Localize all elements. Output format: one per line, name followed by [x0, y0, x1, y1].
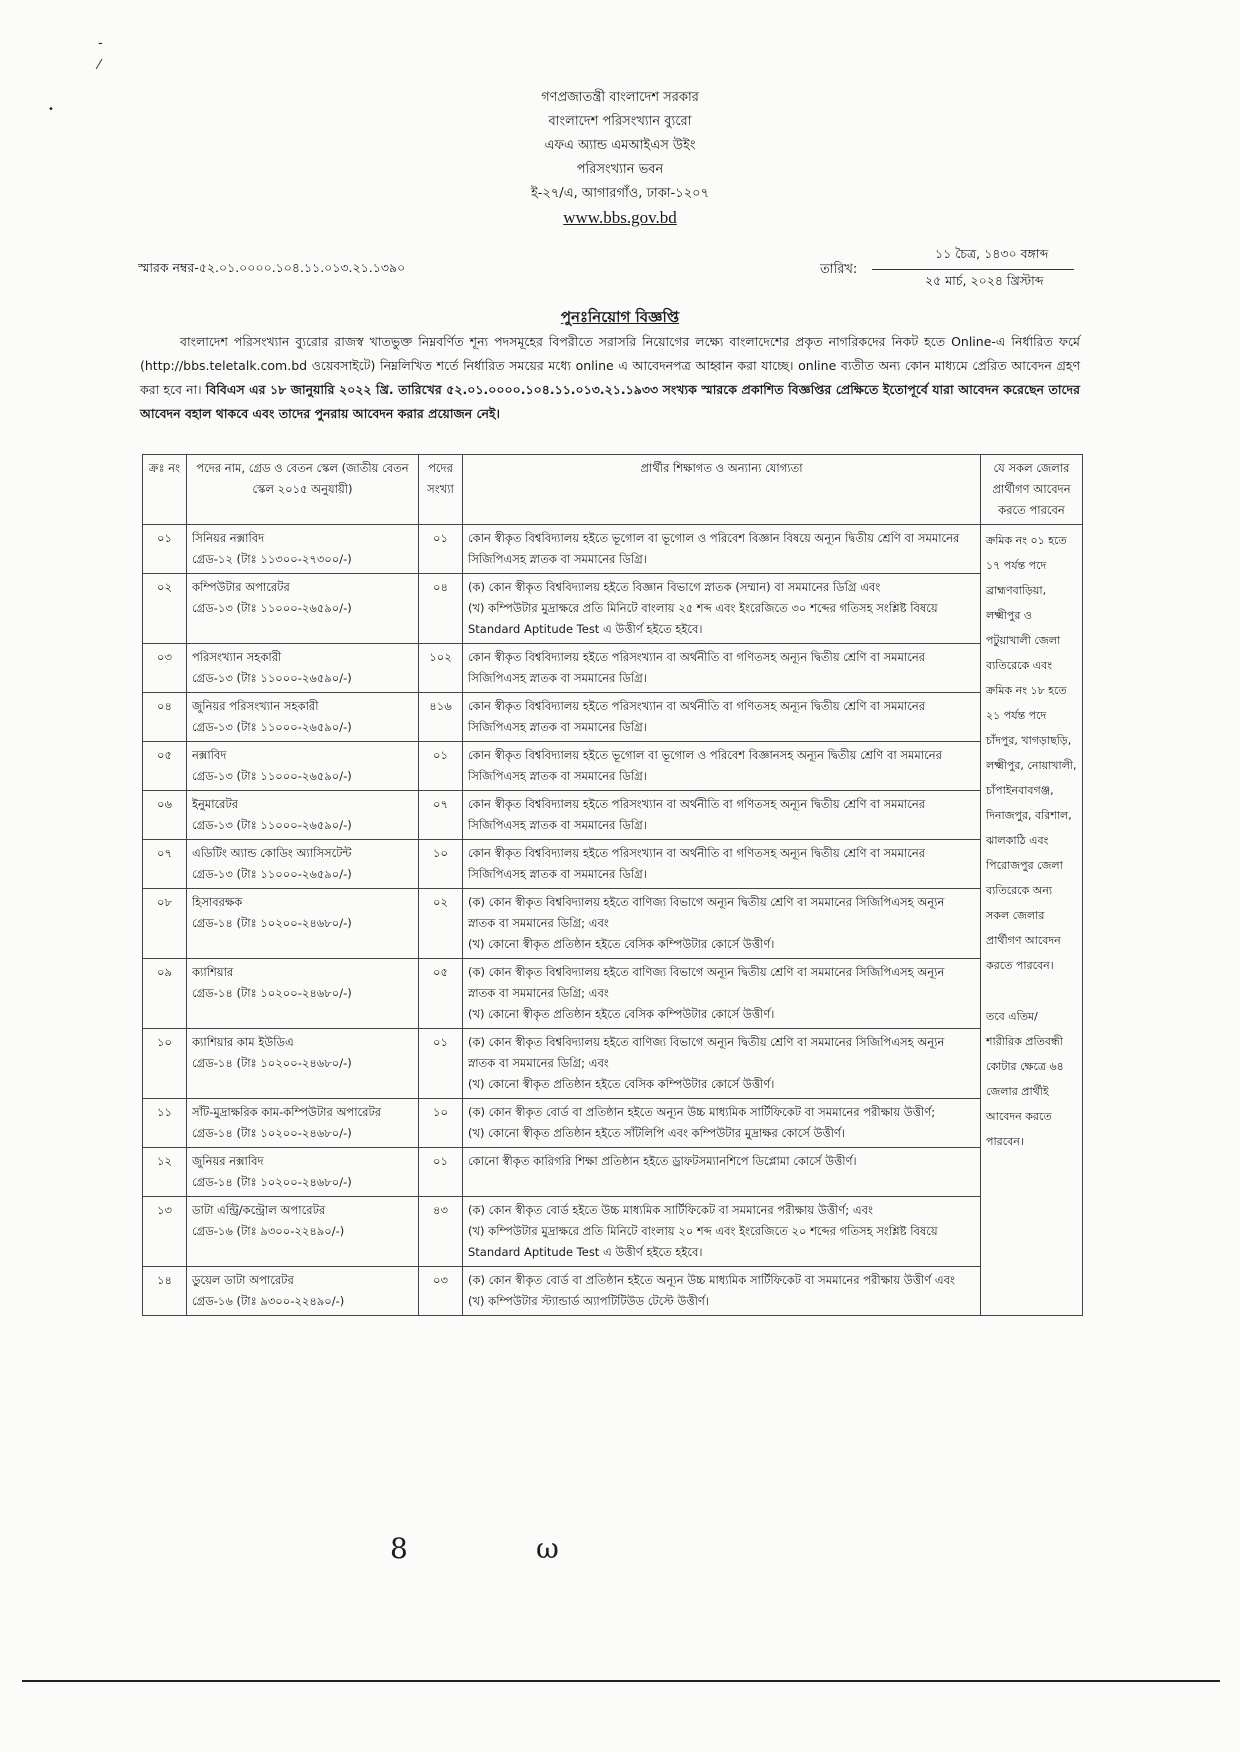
post-name: হিসাবরক্ষক: [192, 895, 243, 909]
row-qualification: [463, 693, 981, 742]
header-eligible-districts: যে সকল জেলার প্রার্থীগণ আবেদন করতে পারবেন: [981, 455, 1083, 525]
row-serial: ১০: [143, 1029, 187, 1099]
post-grade: গ্রেড-১৪ (টাঃ ১০২০০-২৪৬৮০/-): [192, 1175, 352, 1189]
post-grade: গ্রেড-১৪ (টাঃ ১০২০০-২৪৬৮০/-): [192, 1126, 352, 1140]
row-qualification: [463, 1148, 981, 1197]
government-name: গণপ্রজাতন্ত্রী বাংলাদেশ সরকার: [541, 90, 699, 105]
table-row: [143, 525, 1083, 574]
post-name: ডুয়েল ডাটা অপারেটর: [192, 1273, 294, 1287]
row-qualification: [463, 1099, 981, 1148]
qualification-item: (ক) কোন স্বীকৃত বিশ্ববিদ্যালয় হইতে বাণিজ্য বিভাগে অন্যূন দ্বিতীয় শ্রেণি বা সমমানের সিজিপিএসহ অন্যূন স্নাতক বা সমমানের ডিগ্রি; এবং: [468, 965, 945, 1000]
website-link[interactable]: www.bbs.gov.bd: [563, 208, 677, 227]
row-qualification: [463, 574, 981, 644]
intro-bold-text: বিবিএস এর ১৮ জানুয়ারি ২০২২ খ্রি. তারিখের ৫২.০১.০০০০.১০৪.১১.০১৩.২১.১৯৩৩ সংখ্যক স্মারকে প্রকাশিত বিজ্ঞপ্তির প্রেক্ষিতে ইতোপূর্বে যারা আবেদন করেছেন তাদের আবেদন বহাল থাকবে এবং তাদের পুনরায় আবেদন করার প্রয়োজন নেই।: [140, 382, 1080, 421]
qualification-item: কোন স্বীকৃত বিশ্ববিদ্যালয় হইতে ভূগোল বা ভূগোল ও পরিবেশ বিজ্ঞানসহ অন্যূন দ্বিতীয় শ্রেণি বা সমমানের সিজিপিএসহ স্নাতক বা সমমানের ডিগ্রি।: [468, 748, 942, 783]
row-post: [187, 889, 419, 959]
post-name: সিনিয়র নক্সাবিদ: [192, 531, 265, 545]
post-name: ডাটা এন্ট্রি/কন্ট্রোল অপারেটর: [192, 1203, 326, 1217]
post-name: ক্যাশিয়ার কাম ইউডিএ: [192, 1035, 294, 1049]
qualification-item: (খ) কম্পিউটার স্ট্যান্ডার্ড অ্যাপটিটিউড টেস্টে উত্তীর্ণ।: [468, 1294, 709, 1308]
qualification-item: (ক) কোন স্বীকৃত বোর্ড বা প্রতিষ্ঠান হইতে অন্যূন উচ্চ মাধ্যমিক সার্টিফিকেট বা সমমানের পরীক্ষায় উত্তীর্ণ এবং: [468, 1273, 955, 1287]
row-qualification: [463, 889, 981, 959]
row-serial: ০৭: [143, 840, 187, 889]
qualification-item: (ক) কোন স্বীকৃত বোর্ড বা প্রতিষ্ঠান হইতে অন্যূন উচ্চ মাধ্যমিক সার্টিফিকেট বা সমমানের পরীক্ষায় উত্তীর্ণ;: [468, 1105, 936, 1119]
table-row: [143, 1148, 1083, 1197]
eligibility-text: ক্রমিক নং ০১ হতে ১৭ পর্যন্ত পদে ব্রাহ্মণবাড়িয়া, লক্ষ্মীপুর ও পটুয়াখালী জেলা ব্যতিরেকে এবং ক্রমিক নং ১৮ হতে ২১ পর্যন্ত পদে চাঁদপুর, খাগড়াছড়ি, লক্ষ্মীপুর, নোয়াখালী, চাঁপাইনবাবগঞ্জ, দিনাজপুর, বরিশাল, ঝালকাঠি এবং পিরোজপুর জেলা ব্যতিরেকে অন্য সকল জেলার প্রার্থীগণ আবেদন করতে পারবেন।: [986, 534, 1077, 972]
post-name: পরিসংখ্যান সহকারী: [192, 650, 282, 664]
post-name: ক্যাশিয়ার: [192, 965, 234, 979]
scan-mark: •: [48, 104, 54, 115]
qualification-item: (খ) কম্পিউটার মুদ্রাক্ষরে প্রতি মিনিটে বাংলায় ২৫ শব্দ এবং ইংরেজিতে ৩০ শব্দের গতিসহ সংশ্লিষ্ট বিষয়ে Standard Aptitude Test এ উত্তীর্ণ হইতে হইবে।: [468, 601, 938, 636]
qualification-item: কোন স্বীকৃত বিশ্ববিদ্যালয় হইতে ভূগোল বা ভূগোল ও পরিবেশ বিজ্ঞান বিষয়ে অন্যূন দ্বিতীয় শ্রেণি বা সমমানের সিজিপিএসহ স্নাতক বা সমমানের ডিগ্রি।: [468, 531, 960, 566]
row-serial: ০৫: [143, 742, 187, 791]
post-grade: গ্রেড-১৩ (টাঃ ১১০০০-২৬৫৯০/-): [192, 867, 352, 881]
post-grade: গ্রেড-১৩ (টাঃ ১১০০০-২৬৫৯০/-): [192, 769, 352, 783]
row-qualification: [463, 525, 981, 574]
table-row: [143, 889, 1083, 959]
qualification-item: কোন স্বীকৃত বিশ্ববিদ্যালয় হইতে পরিসংখ্যান বা অর্থনীতি বা গণিতসহ অন্যূন দ্বিতীয় শ্রেণি বা সমমানের সিজিপিএসহ স্নাতক বা সমমানের ডিগ্রি।: [468, 797, 926, 832]
post-grade: গ্রেড-১৬ (টাঃ ৯৩০০-২২৪৯০/-): [192, 1224, 345, 1238]
qualification-item: কোন স্বীকৃত বিশ্ববিদ্যালয় হইতে পরিসংখ্যান বা অর্থনীতি বা গণিতসহ অন্যূন দ্বিতীয় শ্রেণি বা সমমানের সিজিপিএসহ স্নাতক বা সমমানের ডিগ্রি।: [468, 846, 926, 881]
row-serial: ১২: [143, 1148, 187, 1197]
qualification-item: (ক) কোন স্বীকৃত বিশ্ববিদ্যালয় হইতে বিজ্ঞান বিভাগে স্নাতক (সম্মান) বা সমমানের ডিগ্রি এবং: [468, 580, 881, 594]
qualification-item: (খ) কোনো স্বীকৃত প্রতিষ্ঠান হইতে বেসিক কম্পিউটার কোর্সে উত্তীর্ণ।: [468, 1077, 775, 1091]
row-serial: ০৯: [143, 959, 187, 1029]
post-grade: গ্রেড-১৪ (টাঃ ১০২০০-২৪৬৮০/-): [192, 1056, 352, 1070]
post-grade: গ্রেড-১৪ (টাঃ ১০২০০-২৪৬৮০/-): [192, 986, 352, 1000]
date-label: তারিখ:: [820, 262, 858, 277]
row-post: [187, 1148, 419, 1197]
memo-number: স্মারক নম্বর-৫২.০১.০০০০.১০৪.১১.০১৩.২১.১৩৯০: [138, 260, 406, 275]
date-bangla: ১১ চৈত্র, ১৪৩০ বঙ্গাব্দ: [935, 246, 1049, 261]
row-count: ০১: [419, 1029, 463, 1099]
building-name: পরিসংখ্যান ভবন: [576, 162, 664, 177]
row-count: ০২: [419, 889, 463, 959]
post-name: নক্সাবিদ: [192, 748, 227, 762]
table-header-row: [143, 455, 1083, 525]
intro-paragraph: [140, 330, 1080, 426]
table-row: [143, 959, 1083, 1029]
qualification-item: (ক) কোন স্বীকৃত বিশ্ববিদ্যালয় হইতে বাণিজ্য বিভাগে অন্যূন দ্বিতীয় শ্রেণি বা সমমানের সিজিপিএসহ অন্যূন স্নাতক বা সমমানের ডিগ্রি; এবং: [468, 1035, 945, 1070]
scan-mark: -: [98, 36, 103, 51]
qualification-item: (খ) কোনো স্বীকৃত প্রতিষ্ঠান হইতে বেসিক কম্পিউটার কোর্সে উত্তীর্ণ।: [468, 1007, 775, 1021]
row-qualification: [463, 742, 981, 791]
row-post: [187, 1029, 419, 1099]
row-count: ০৩: [419, 1267, 463, 1316]
post-grade: গ্রেড-১৩ (টাঃ ১১০০০-২৬৫৯০/-): [192, 671, 352, 685]
header-post: পদের নাম, গ্রেড ও বেতন স্কেল (জাতীয় বেতন স্কেল ২০১৫ অনুযায়ী): [187, 455, 419, 525]
post-name: জুনিয়র পরিসংখ্যান সহকারী: [192, 699, 319, 713]
post-grade: গ্রেড-১৩ (টাঃ ১১০০০-২৬৫৯০/-): [192, 818, 352, 832]
post-name: জুনিয়র নক্সাবিদ: [192, 1154, 264, 1168]
row-count: ৪৩: [419, 1197, 463, 1267]
row-count: ০৪: [419, 574, 463, 644]
qualification-item: (ক) কোন স্বীকৃত বোর্ড হইতে উচ্চ মাধ্যমিক সার্টিফিকেট বা সমমানের পরীক্ষায় উত্তীর্ণ; এবং: [468, 1203, 873, 1217]
row-post: [187, 574, 419, 644]
post-name: এডিটিং অ্যান্ড কোডিং অ্যাসিসটেন্ট: [192, 846, 352, 860]
row-serial: ১১: [143, 1099, 187, 1148]
row-serial: ০৬: [143, 791, 187, 840]
row-post: [187, 644, 419, 693]
intro-text: বাংলাদেশ পরিসংখ্যান ব্যুরোর রাজস্ব খাতভুক্ত নিম্নবর্ণিত শূন্য পদসমূহের বিপরীতে সরাসরি নিয়োগের লক্ষ্যে বাংলাদেশের প্রকৃত নাগরিকদের নিকট হতে Online-এ নির্ধারিত ফর্মে (http://bbs.teletalk.com.bd ওয়েবসাইটে) নিম্নলিখিত শর্তে নির্ধারিত সময়ের মধ্যে online এ আবেদনপত্র আহ্বান করা যাচ্ছে। online ব্যতীত অন্য কোন মাধ্যমে প্রেরিত আবেদন গ্রহণ করা হবে না।: [140, 334, 1080, 397]
table-row: [143, 693, 1083, 742]
address: ই-২৭/এ, আগারগাঁও, ঢাকা-১২০৭: [530, 186, 710, 201]
row-qualification: [463, 840, 981, 889]
header-qualification: প্রার্থীর শিক্ষাগত ও অন্যান্য যোগ্যতা: [463, 455, 981, 525]
row-qualification: [463, 1267, 981, 1316]
bureau-name: বাংলাদেশ পরিসংখ্যান ব্যুরো: [548, 114, 692, 129]
row-count: ১০২: [419, 644, 463, 693]
qualification-item: কোন স্বীকৃত বিশ্ববিদ্যালয় হইতে পরিসংখ্যান বা অর্থনীতি বা গণিতসহ অন্যূন দ্বিতীয় শ্রেণি বা সমমানের সিজিপিএসহ স্নাতক বা সমমানের ডিগ্রি।: [468, 699, 926, 734]
row-serial: ১৩: [143, 1197, 187, 1267]
row-post: [187, 840, 419, 889]
row-qualification: [463, 1029, 981, 1099]
row-post: [187, 742, 419, 791]
row-count: ০১: [419, 742, 463, 791]
row-serial: ১৪: [143, 1267, 187, 1316]
qualification-item: (খ) কম্পিউটার মুদ্রাক্ষরে প্রতি মিনিটে বাংলায় ২০ শব্দ এবং ইংরেজিতে ২০ শব্দের গতিসহ সংশ্লিষ্ট বিষয়ে Standard Aptitude Test এ উত্তীর্ণ হইতে হইবে।: [468, 1224, 938, 1259]
letterhead: [420, 86, 820, 230]
row-qualification: [463, 644, 981, 693]
row-post: [187, 959, 419, 1029]
row-serial: ০৩: [143, 644, 187, 693]
table-row: [143, 791, 1083, 840]
row-post: [187, 791, 419, 840]
post-grade: গ্রেড-১৩ (টাঃ ১১০০০-২৬৫৯০/-): [192, 601, 352, 615]
post-grade: গ্রেড-১৬ (টাঃ ৯৩০০-২২৪৯০/-): [192, 1294, 345, 1308]
row-post: [187, 693, 419, 742]
qualification-item: কোন স্বীকৃত বিশ্ববিদ্যালয় হইতে পরিসংখ্যান বা অর্থনীতি বা গণিতসহ অন্যূন দ্বিতীয় শ্রেণি বা সমমানের সিজিপিএসহ স্নাতক বা সমমানের ডিগ্রি।: [468, 650, 926, 685]
post-grade: গ্রেড-১৪ (টাঃ ১০২০০-২৪৬৮০/-): [192, 916, 352, 930]
row-post: [187, 525, 419, 574]
row-post: [187, 1267, 419, 1316]
handwritten-initial: ω: [536, 1532, 559, 1565]
table-row: [143, 644, 1083, 693]
row-count: ১০: [419, 1099, 463, 1148]
row-count: ০৫: [419, 959, 463, 1029]
table-row: [143, 840, 1083, 889]
row-count: ০১: [419, 525, 463, 574]
wing-name: এফএ অ্যান্ড এমআইএস উইং: [544, 138, 696, 153]
post-name: ইনুমারেটর: [192, 797, 239, 811]
qualification-item: (খ) কোনো স্বীকৃত প্রতিষ্ঠান হইতে বেসিক কম্পিউটার কোর্সে উত্তীর্ণ।: [468, 937, 775, 951]
table-row: [143, 1099, 1083, 1148]
handwritten-initial: 8: [390, 1532, 408, 1565]
eligible-districts: [981, 525, 1083, 1316]
row-qualification: [463, 959, 981, 1029]
row-serial: ০২: [143, 574, 187, 644]
post-grade: গ্রেড-১২ (টাঃ ১১৩০০-২৭৩০০/-): [192, 552, 352, 566]
page-title: পুনঃনিয়োগ বিজ্ঞপ্তি: [560, 308, 680, 326]
table-row: [143, 1029, 1083, 1099]
qualification-item: (খ) কোনো স্বীকৃত প্রতিষ্ঠান হইতে সাঁটলিপি এবং কম্পিউটার মুদ্রাক্ষর কোর্সে উত্তীর্ণ।: [468, 1126, 845, 1140]
row-count: ৪১৬: [419, 693, 463, 742]
qualification-item: কোনো স্বীকৃত কারিগরি শিক্ষা প্রতিষ্ঠান হইতে ড্রাফটসম্যানশিপে ডিপ্লোমা কোর্সে উত্তীর্ণ।: [468, 1154, 857, 1168]
footer-divider: [22, 1680, 1220, 1682]
date-english: ২৫ মার্চ, ২০২৪ খ্রিস্টাব্দ: [925, 273, 1044, 288]
vacancy-table: [142, 454, 1083, 1316]
qualification-item: (ক) কোন স্বীকৃত বিশ্ববিদ্যালয় হইতে বাণিজ্য বিভাগে অন্যূন দ্বিতীয় শ্রেণি বা সমমানের সিজিপিএসহ অন্যূন স্নাতক বা সমমানের ডিগ্রি; এবং: [468, 895, 945, 930]
row-serial: ০৮: [143, 889, 187, 959]
row-serial: ০১: [143, 525, 187, 574]
row-qualification: [463, 791, 981, 840]
table-row: [143, 1267, 1083, 1316]
vacancy-table-wrapper: [142, 454, 1082, 1316]
header-count: পদের সংখ্যা: [419, 455, 463, 525]
date-divider: [872, 269, 1074, 270]
table-body: [143, 525, 1083, 1316]
header-serial: ক্রঃ নং: [143, 455, 187, 525]
eligibility-note: তবে এতিম/ শারীরিক প্রতিবন্ধী কোটার ক্ষেত্রে ৬৪ জেলার প্রার্থীই আবেদন করতে পারবেন।: [986, 1010, 1064, 1148]
table-row: [143, 574, 1083, 644]
row-qualification: [463, 1197, 981, 1267]
post-grade: গ্রেড-১৩ (টাঃ ১১০০০-২৬৫৯০/-): [192, 720, 352, 734]
row-count: ১০: [419, 840, 463, 889]
row-count: ০৭: [419, 791, 463, 840]
post-name: কম্পিউটার অপারেটর: [192, 580, 290, 594]
row-serial: ০৪: [143, 693, 187, 742]
scan-mark: ⁄: [98, 58, 101, 73]
row-post: [187, 1099, 419, 1148]
row-count: ০১: [419, 1148, 463, 1197]
post-name: সাঁট-মুদ্রাক্ষরিক কাম-কম্পিউটার অপারেটর: [192, 1105, 382, 1119]
table-row: [143, 1197, 1083, 1267]
row-post: [187, 1197, 419, 1267]
table-row: [143, 742, 1083, 791]
